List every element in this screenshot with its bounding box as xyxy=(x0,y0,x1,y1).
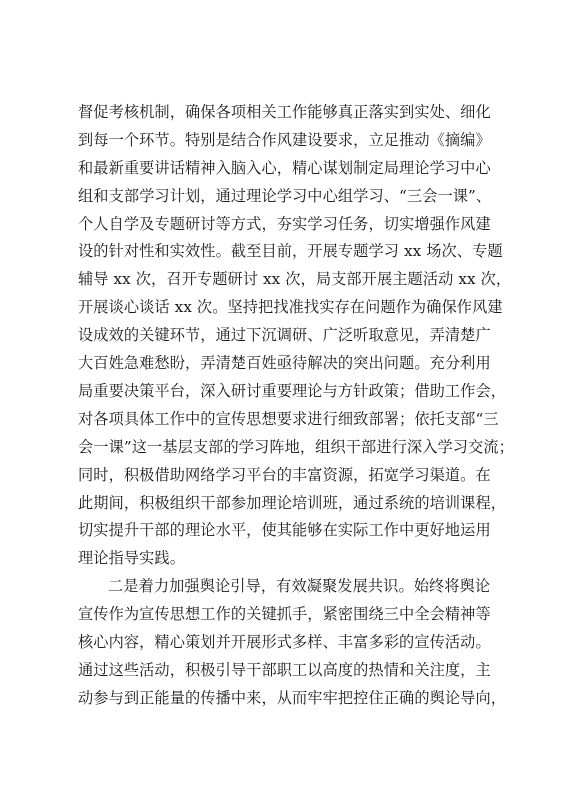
text-line: 核心内容，精心策划并开展形式多样、丰富多彩的宣传活动。 xyxy=(78,633,491,651)
text-line: 宣传作为宣传思想工作的关键抓手，紧密围绕三中全会精神等 xyxy=(78,605,491,623)
text-line: 设成效的关键环节，通过下沉调研、广泛听取意见，弄清楚广 xyxy=(78,326,491,344)
text-line: 设的针对性和实效性。截至目前，开展专题学习 xx 场次、专题 xyxy=(78,242,503,260)
text-line: 会一课”这一基层支部的学习阵地，组织干部进行深入学习交流； xyxy=(78,438,514,456)
text-line: 对各项具体工作中的宣传思想要求进行细致部署；依托支部“三 xyxy=(78,410,499,428)
text-line: 辅导 xx 次，召开专题研讨 xx 次，局支部开展主题活动 xx 次， xyxy=(78,270,512,288)
text-line: 局重要决策平台，深入研讨重要理论与方针政策；借助工作会， xyxy=(78,382,507,400)
text-line: 组和支部学习计划，通过理论学习中心组学习、“三会一课”、 xyxy=(78,187,492,205)
text-line: 动参与到正能量的传播中来，从而牢牢把控住正确的舆论导向， xyxy=(78,689,507,707)
text-line: 通过这些活动，积极引导干部职工以高度的热情和关注度，主 xyxy=(78,661,491,679)
text-line: 开展谈心谈话 xx 次。坚持把找准找实存在问题作为确保作风建 xyxy=(78,298,503,316)
text-line: 和最新重要讲话精神入脑入心，精心谋划制定局理论学习中心 xyxy=(78,159,491,177)
text-line: 此期间，积极组织干部参加理论培训班，通过系统的培训课程， xyxy=(78,494,507,512)
text-line: 个人自学及专题研讨等方式，夯实学习任务，切实增强作风建 xyxy=(78,215,491,233)
paragraph-first-line: 二是着力加强舆论引导，有效凝聚发展共识。始终将舆论 xyxy=(108,577,491,595)
text-line: 切实提升干部的理论水平，使其能够在实际工作中更好地运用 xyxy=(78,521,491,539)
text-line: 大百姓急难愁盼，弄清楚百姓亟待解决的突出问题。充分利用 xyxy=(78,354,491,372)
text-line: 督促考核机制，确保各项相关工作能够真正落实到实处、细化 xyxy=(78,103,491,121)
text-line: 同时，积极借助网络学习平台的丰富资源，拓宽学习渠道。在 xyxy=(78,466,491,484)
text-line: 到每一个环节。特别是结合作风建设要求，立足推动《摘编》 xyxy=(78,131,491,149)
text-line: 理论指导实践。 xyxy=(78,549,186,567)
